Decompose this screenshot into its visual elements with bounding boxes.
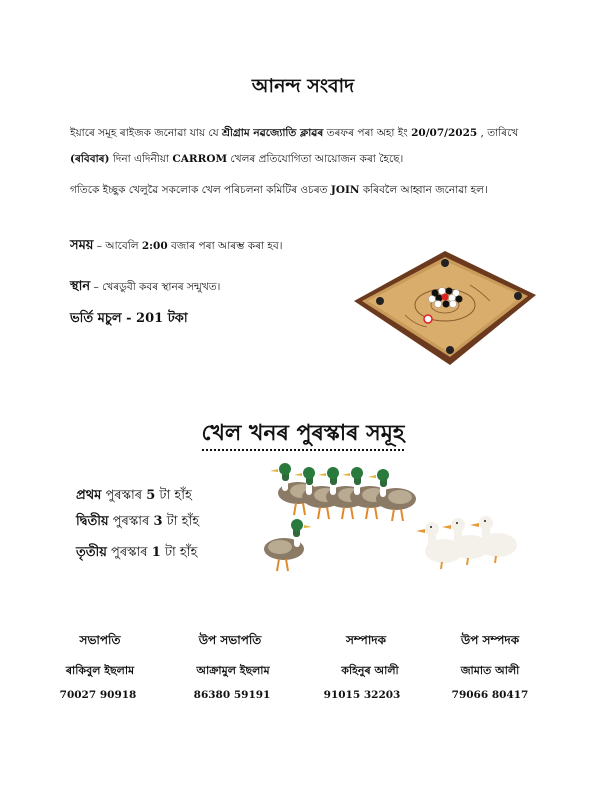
time-label: সময়	[70, 238, 94, 253]
notice-line-1	[70, 126, 518, 143]
prize-second: দ্বিতীয় পুৰস্কাৰ 3 টা হাঁহ	[76, 514, 200, 529]
notice-line-3	[70, 183, 488, 200]
phone-secretary: 91015 32203	[323, 689, 401, 701]
phone-vice-president: 86380 59191	[193, 689, 271, 701]
fee-value: - 201 টকা	[121, 311, 188, 326]
time-pre: – আবেলি	[93, 240, 142, 252]
notice-title: আনন্দ সংবাদ	[251, 75, 355, 97]
ducks-image	[228, 455, 518, 580]
line1-pre: ইয়াৰে সমূহ ৰাইজক জনোৱা যায় যে	[70, 127, 222, 139]
role-vice-president: উপ সভাপতি	[198, 633, 262, 647]
carrom-board-image	[350, 243, 540, 371]
place-label: স্থান	[70, 279, 91, 294]
time-value: 2:00	[141, 240, 168, 252]
join-word: JOIN	[330, 184, 360, 196]
place-row	[70, 275, 220, 298]
line2-mid: দিনা এদিনীয়া	[109, 153, 173, 165]
game-name: CARROM	[172, 153, 228, 165]
role-secretary: সম্পাদক	[345, 633, 386, 647]
prizes-heading: খেল খনৰ পুৰস্কাৰ সমূহ	[0, 416, 606, 453]
time-row	[70, 234, 283, 257]
line1-post: , তাৰিখে	[477, 127, 519, 139]
time-post: বজাৰ পৰা আৰম্ভ কৰা হব।	[167, 240, 283, 252]
name-asst-secretary: জামাত আলী	[460, 664, 520, 677]
name-president: ৰাকিবুল ইছলাম	[65, 664, 135, 677]
line3-post: কৰিবলৈ আহ্বান জনোৱা হল।	[359, 184, 488, 196]
prize-third: তৃতীয় পুৰস্কাৰ 1 টা হাঁহ	[76, 545, 198, 560]
role-president: সভাপতি	[79, 633, 121, 647]
event-date: 20/07/2025	[411, 127, 478, 139]
line2-post: খেলৰ প্ৰতিযোগিতা আয়োজন কৰা হৈছে।	[227, 153, 404, 165]
fee-label: ভৰ্তি মচুল	[70, 311, 122, 326]
fee-row	[70, 307, 188, 330]
name-secretary: কহিনুৰ আলী	[341, 664, 399, 677]
line3-pre: গতিকে ইচ্ছুক খেলুৱৈ সকলোক খেল পৰিচলনা কমিটিৰ ওচৰত	[70, 184, 331, 196]
notice-line-2	[70, 152, 403, 169]
place-value: – খেৰডুবী কবৰ স্থানৰ সন্মুখত।	[90, 281, 221, 293]
phone-asst-secretary: 79066 80417	[451, 689, 529, 701]
event-day: (ৰবিবাৰ)	[70, 153, 110, 165]
prize-first: প্ৰথম পুৰস্কাৰ 5 টা হাঁহ	[76, 488, 192, 503]
name-vice-president: আক্ৰামুল ইছলাম	[196, 664, 270, 677]
line1-mid: তৰফৰ পৰা অহা ইং	[323, 127, 412, 139]
role-asst-secretary: উপ সম্পদক	[460, 633, 520, 647]
club-name: শ্ৰীগ্ৰাম নৱজ্যোতি ক্লাৱৰ	[222, 127, 324, 139]
phone-president: 70027 90918	[59, 689, 137, 701]
